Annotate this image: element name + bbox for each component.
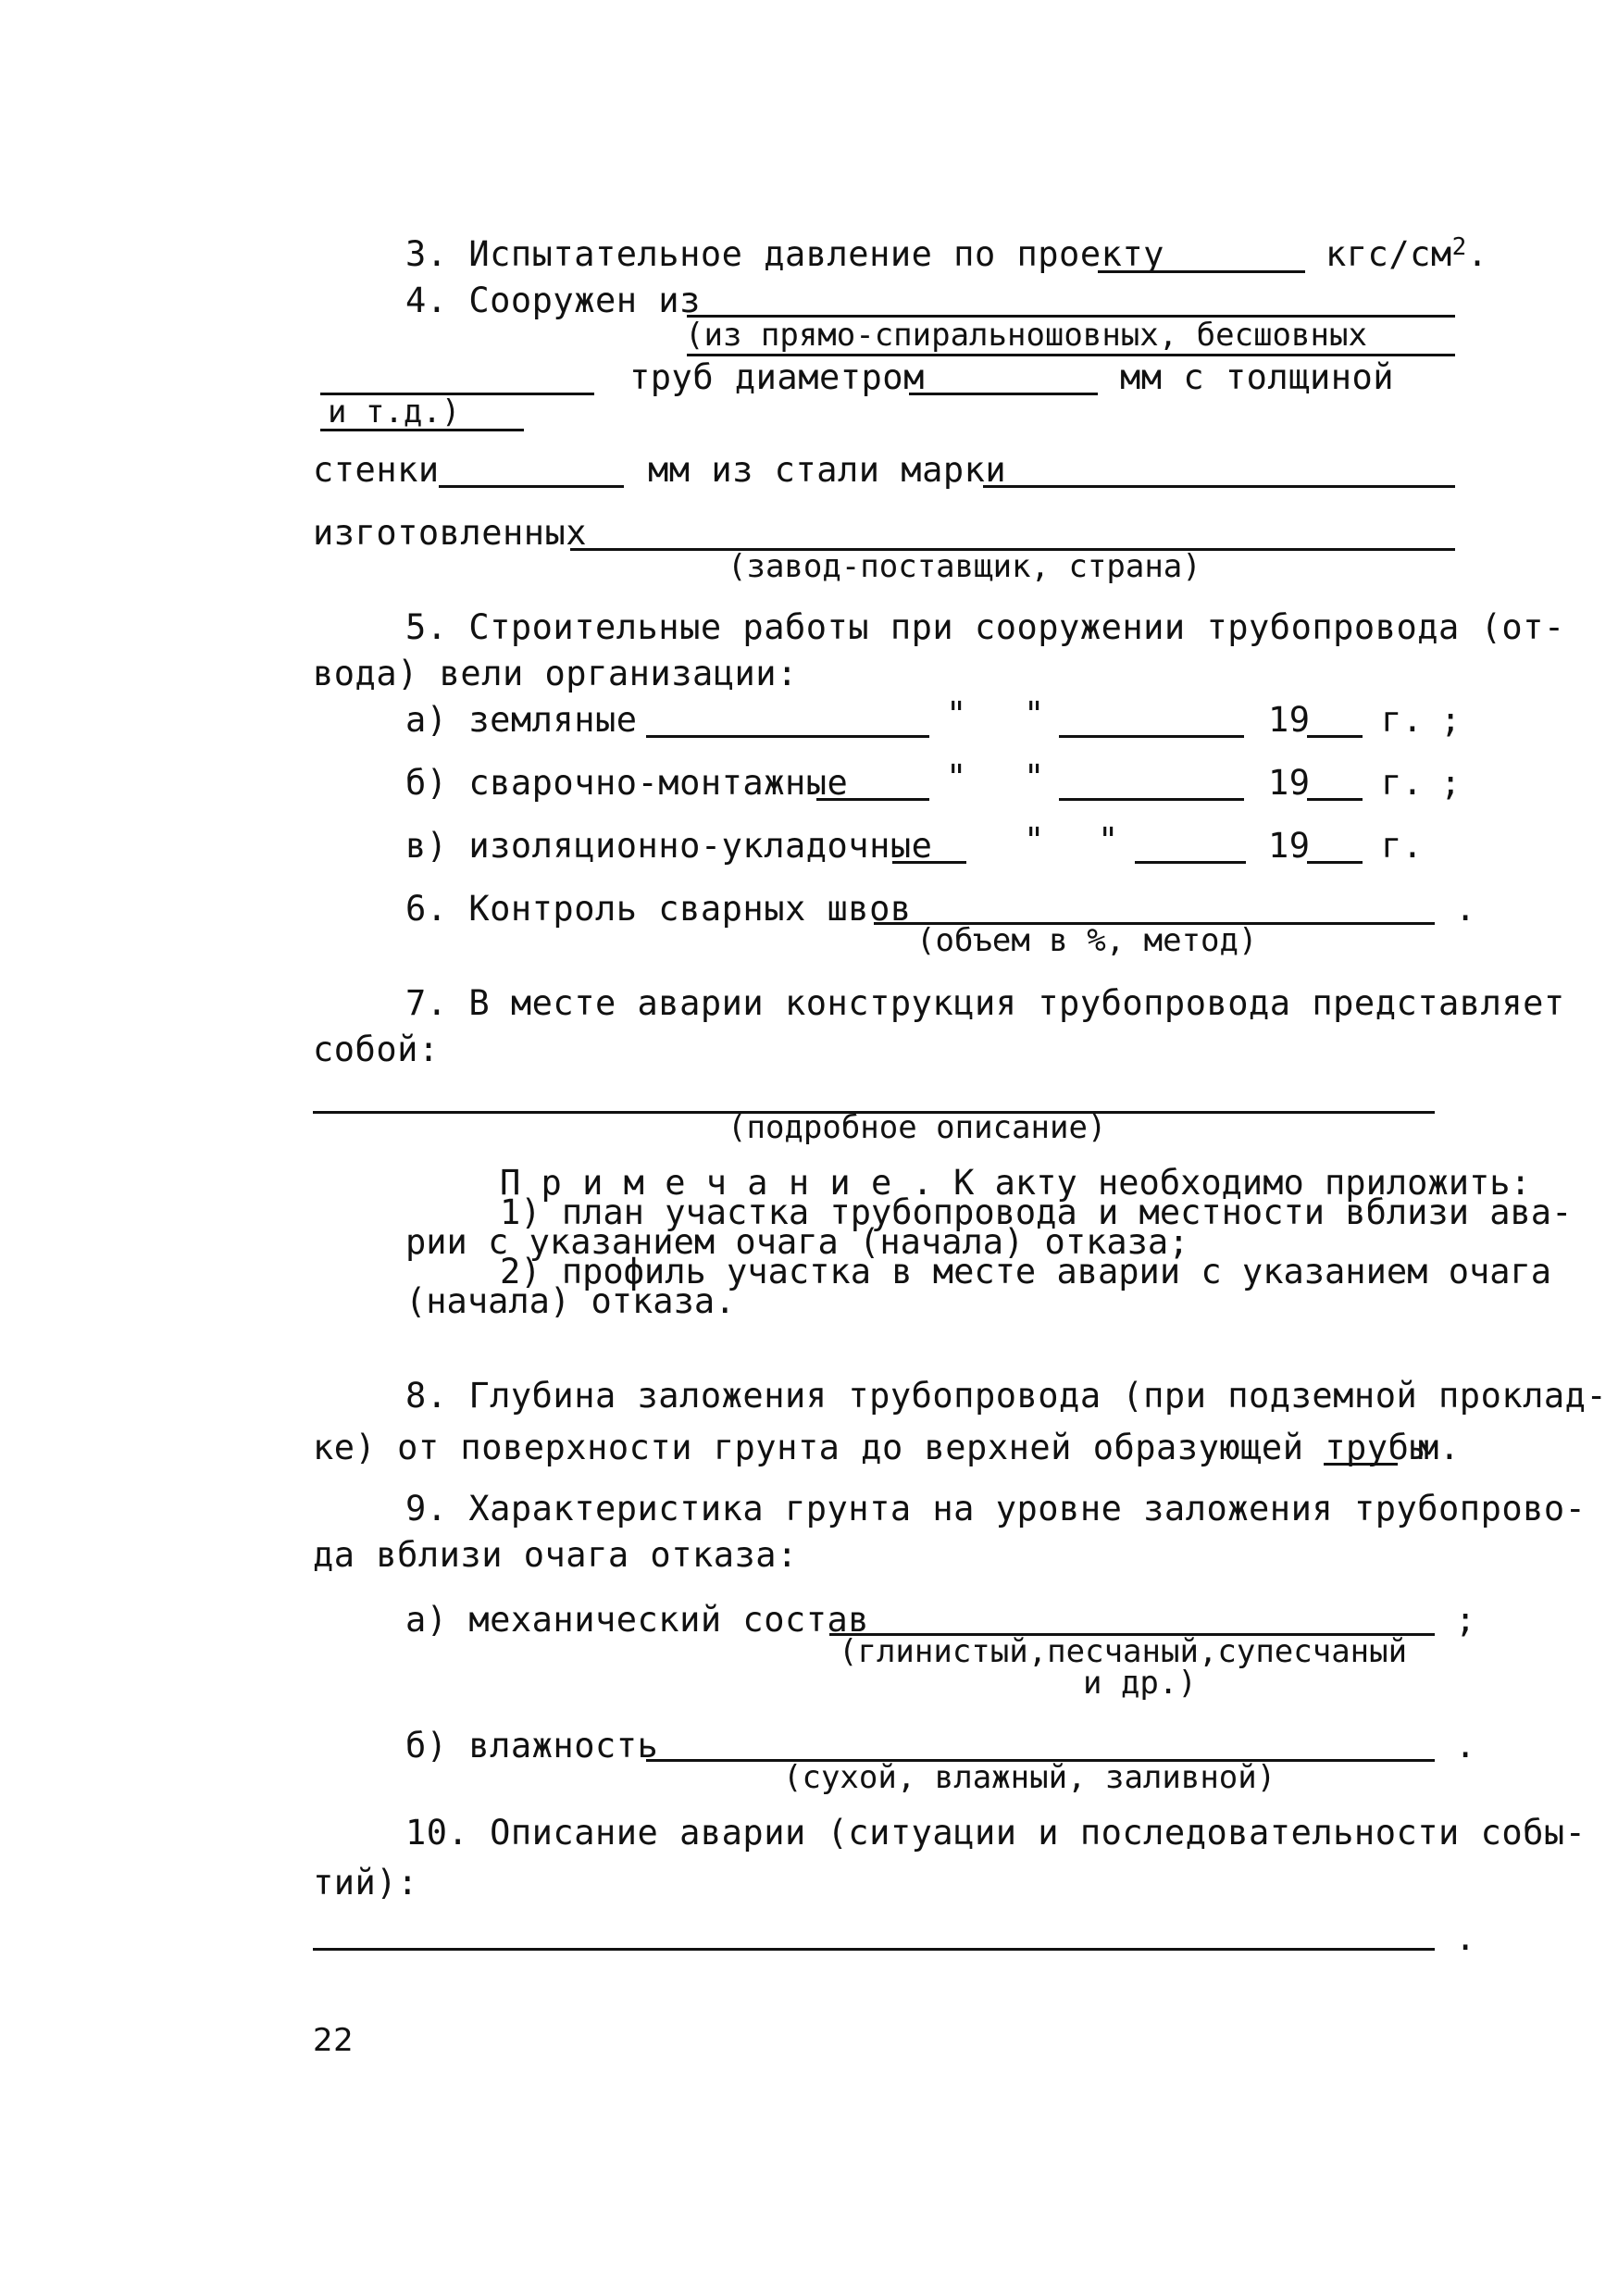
item-7-line1: 7. В месте аварии конструкция трубопровода представляет [405, 983, 1565, 1023]
item-6-caption: (объем в %, метод) [916, 922, 1258, 959]
item-5c-q2: " [1098, 820, 1119, 860]
item-4-caption-2-line [320, 429, 524, 431]
item-7-line2: собой: [313, 1029, 440, 1069]
item-5c-org-field[interactable] [892, 861, 966, 864]
note-line4: 2) профиль участка в месте аварии с указанием очага [500, 1252, 1552, 1292]
note-line2: 1) план участка трубопровода и местности вблизи ава- [500, 1192, 1573, 1232]
item-5-line1: 5. Строительные работы при сооружении трубопровода (от- [405, 607, 1565, 647]
item-5a-q2: " [1024, 694, 1045, 734]
item-5b-g: г. [1381, 763, 1424, 803]
item-5c-label: в) изоляционно-укладочные [405, 826, 933, 866]
item-5c-year: 19 [1268, 826, 1311, 866]
item-4-line2-unit: мм с толщиной [1120, 357, 1395, 397]
item-4-line2: труб диаметром [629, 357, 925, 397]
item-9b-caption: (сухой, влажный, заливной) [783, 1759, 1276, 1796]
item-5a-q1: " [946, 694, 967, 734]
item-5c-g: г. [1381, 826, 1424, 866]
item-8-line2: ке) от поверхности грунта до верхней образующей трубы [313, 1428, 1431, 1467]
item-10-line2: тий): [313, 1863, 418, 1903]
item-5a-label: а) земляные [405, 700, 638, 740]
item-4-line4: изготовленных [313, 513, 588, 553]
item-10-field[interactable] [313, 1948, 1435, 1951]
item-4-caption-2: и т.д.) [328, 393, 461, 430]
item-9a-label: а) механический состав [405, 1600, 870, 1640]
item-5c-q1: " [1024, 820, 1045, 860]
item-3-unit: кгс/$см^2$. [1326, 233, 1488, 274]
item-8-depth-field[interactable] [1324, 1463, 1398, 1466]
item-5b-label: б) сварочно-монтажные [405, 763, 849, 803]
item-5b-org-field[interactable] [816, 798, 929, 801]
item-9a-caption-2: и др.) [1083, 1665, 1197, 1702]
item-5b-q2: " [1024, 757, 1045, 797]
note-line1: П р и м е ч а н и е . К акту необходимо приложить: [500, 1163, 1531, 1203]
item-5b-q1: " [946, 757, 967, 797]
item-9b-label: б) влажность [405, 1726, 659, 1766]
item-5a-year-field[interactable] [1307, 735, 1363, 738]
item-5a-year: 19 [1268, 700, 1311, 740]
item-5b-year-field[interactable] [1307, 798, 1363, 801]
item-9a-caption-1: (глинистый,песчаный,супесчаный [839, 1633, 1408, 1670]
item-6-end: . [1455, 889, 1476, 929]
item-4-diameter-field[interactable] [909, 393, 1098, 395]
item-4-line3b: мм из стали марки [648, 450, 1007, 490]
note-line5: (начала) отказа. [405, 1281, 736, 1321]
item-3-text: 3. Испытательное давление по проекту [405, 234, 1164, 274]
item-5b-date-field[interactable] [1059, 798, 1244, 801]
item-5c-date-field[interactable] [1135, 861, 1246, 864]
item-6-text: 6. Контроль сварных швов [405, 889, 912, 929]
item-4-caption-4: (завод-поставщик, страна) [728, 548, 1201, 585]
item-5a-org-field[interactable] [646, 735, 929, 738]
item-4-wall-field[interactable] [439, 485, 624, 488]
item-5b-year: 19 [1268, 763, 1311, 803]
note-line3: рии с указанием очага (начала) отказа; [405, 1222, 1189, 1262]
item-8-line1: 8. Глубина заложения трубопровода (при подземной проклад- [405, 1376, 1608, 1416]
item-4-steel-field[interactable] [983, 485, 1455, 488]
item-4-caption-1: (из прямо-спиральношовных, бесшовных [685, 317, 1367, 354]
item-9-line1: 9. Характеристика грунта на уровне заложения трубопрово- [405, 1489, 1587, 1529]
item-5a-end: ; [1440, 700, 1462, 740]
page-number: 22 [313, 2022, 355, 2059]
item-5b-end: ; [1440, 763, 1462, 803]
item-3-field[interactable] [1098, 270, 1305, 273]
item-5a-g: г. [1381, 700, 1424, 740]
item-10-line1: 10. Описание аварии (ситуации и последовательности собы- [405, 1813, 1587, 1853]
item-9-line2: да вблизи очага отказа: [313, 1535, 798, 1575]
item-4-material-field-2 [687, 354, 1455, 356]
item-7-caption: (подробное описание) [728, 1109, 1107, 1146]
item-9b-end: . [1455, 1726, 1476, 1766]
item-4-line3a: стенки [313, 450, 440, 490]
item-8-unit: м. [1418, 1428, 1461, 1467]
item-5-line2: вода) вели организации: [313, 654, 798, 693]
item-5a-date-field[interactable] [1059, 735, 1244, 738]
item-9a-end: ; [1455, 1600, 1476, 1640]
item-4-line1: 4. Сооружен из [405, 281, 701, 320]
item-5c-year-field[interactable] [1307, 861, 1363, 864]
item-10-end: . [1455, 1918, 1476, 1958]
